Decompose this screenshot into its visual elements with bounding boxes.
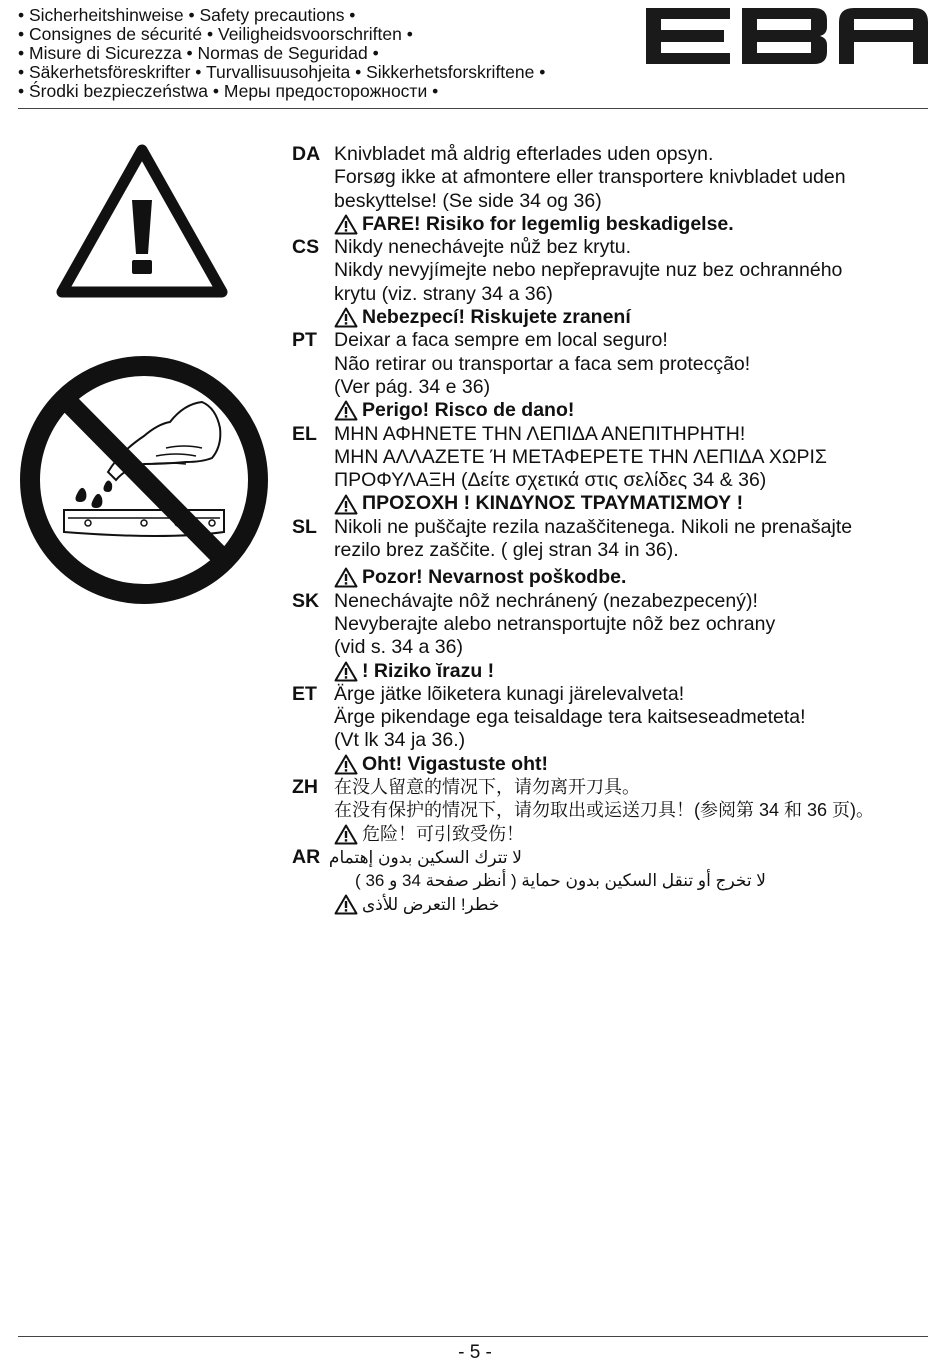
instruction-line: Ärge pikendage ega teisaldage tera kaitseseadmeteta!	[334, 706, 806, 729]
danger-line	[334, 823, 922, 846]
warning-icon	[334, 894, 358, 915]
instruction-line: 在没有保护的情况下，请勿取出或运送刀具！(参阅第 34 和 36 页)。	[334, 800, 875, 821]
danger-line	[334, 213, 922, 236]
danger-text: Pozor! Nevarnost poškodbe.	[362, 566, 627, 589]
language-code: SK	[292, 589, 320, 612]
danger-text: ΠΡΟΣΟΧΗ ! ΚΙΝΔΥΝΟΣ ΤΡΑΥΜΑΤΙΣΜΟΥ !	[362, 492, 744, 515]
safety-text-block	[292, 143, 922, 916]
instruction-line: ΜΗΝ ΑΦΗΝΕΤΕ ΤΗΝ ΛΕΠΙΔΑ ΑΝΕΠΙΤΗΡΗΤΗ!	[334, 422, 746, 445]
language-entry-sl	[292, 516, 922, 590]
language-entry-el	[292, 423, 922, 516]
danger-text: Nebezpecí! Riskujete zranení	[362, 306, 631, 329]
language-code: ZH	[292, 776, 318, 799]
no-touch-blade-icon	[16, 352, 272, 608]
warning-icon	[334, 494, 358, 515]
warning-icon	[334, 400, 358, 421]
instruction-line: Nikdy nenechávejte nůž bez krytu.	[334, 236, 631, 259]
header-line: • Misure di Sicurezza • Normas de Seguridad •	[18, 43, 379, 63]
instruction-line: Não retirar ou transportar a faca sem protecção!	[334, 352, 751, 375]
instruction-line: (vid s. 34 a 36)	[334, 636, 463, 659]
danger-line	[334, 660, 922, 683]
language-entry-pt	[292, 329, 922, 422]
warning-icon	[334, 214, 358, 235]
language-entry-da	[292, 143, 922, 236]
instruction-line: Ärge jätke lõiketera kunagi järelevalveta!	[334, 682, 685, 705]
instruction-line: Nikoli ne puščajte rezila nazaščitenega. Nikoli ne prenašajte	[334, 515, 853, 538]
eba-logo	[646, 8, 928, 64]
danger-line	[334, 566, 922, 589]
instruction-line: لا تترك السكين بدون إهتمام	[328, 847, 522, 867]
header-line: • Środki bezpieczeństwa • Меры предосторожности •	[18, 81, 439, 101]
instruction-line: Nenechávajte nôž nechránený (nezabezpecený)!	[334, 589, 758, 612]
language-code: ET	[292, 682, 317, 705]
danger-line	[334, 893, 766, 916]
danger-line	[334, 306, 922, 329]
danger-text: 危险！可引致受伤！	[362, 823, 524, 844]
instruction-line: (Vt lk 34 ja 36.)	[334, 729, 466, 752]
danger-line	[334, 399, 922, 422]
instruction-line: krytu (viz. strany 34 a 36)	[334, 282, 553, 305]
danger-text: FARE! Risiko for legemlig beskadigelse.	[362, 212, 734, 235]
header-line: • Sicherheitshinweise • Safety precautions •	[18, 5, 356, 25]
language-code: EL	[292, 422, 317, 445]
instruction-line: beskyttelse! (Se side 34 og 36)	[334, 189, 602, 212]
danger-text: خطر! التعرض للأذى	[362, 894, 500, 914]
instruction-line: ΜΗΝ ΑΛΛΑΖΕΤΕ Ή ΜΕΤΑΦΕΡΕΤΕ ΤΗΝ ΛΕΠΙΔΑ ΧΩΡΙΣ	[334, 445, 827, 468]
instruction-line: rezilo brez zaščite. ( glej stran 34 in 36).	[334, 539, 679, 562]
danger-text: ! Riziko ῐrazu !	[362, 659, 495, 682]
instruction-line: ΠΡΟΦΥΛΑΞΗ (Δείτε σχετικά στις σελίδες 34 & 36)	[334, 469, 767, 492]
danger-text: Perigo! Risco de dano!	[362, 399, 575, 422]
instruction-line: Knivbladet må aldrig efterlades uden opsyn.	[334, 143, 714, 165]
page-number: - 5 -	[458, 1342, 492, 1363]
bottom-divider	[18, 1336, 928, 1337]
instruction-line: Nikdy nevyjímejte nebo nepřepravujte nuz bez ochranného	[334, 259, 843, 282]
instruction-line: Forsøg ikke at afmontere eller transportere knivbladet uden	[334, 166, 846, 189]
warning-icon	[334, 661, 358, 682]
language-code: SL	[292, 515, 317, 538]
warning-icon	[334, 754, 358, 775]
instruction-line: (Ver pág. 34 e 36)	[334, 375, 491, 398]
language-entry-et	[292, 683, 922, 776]
language-code: AR	[292, 845, 321, 868]
header-line: • Säkerhetsföreskrifter • Turvallisuusohjeita • Sikkerhetsforskriftene •	[18, 62, 546, 82]
danger-text: Oht! Vigastuste oht!	[362, 752, 548, 775]
danger-line	[334, 492, 922, 515]
language-entry-ar	[292, 846, 922, 916]
warning-icon	[334, 824, 358, 845]
instruction-line: Nevyberajte alebo netransportujte nôž bez ochrany	[334, 612, 776, 635]
language-code: DA	[292, 143, 321, 165]
top-divider	[18, 108, 928, 109]
warning-icon	[334, 307, 358, 328]
language-entry-cs	[292, 236, 922, 329]
language-code: CS	[292, 236, 320, 259]
warning-triangle-icon	[56, 142, 228, 300]
instruction-line: 在没人留意的情况下，请勿离开刀具。	[334, 777, 640, 798]
warning-icon	[334, 567, 358, 588]
language-entry-zh	[292, 776, 922, 846]
header-line: • Consignes de sécurité • Veiligheidsvoorschriften •	[18, 24, 413, 44]
instruction-line: Deixar a faca sempre em local seguro!	[334, 329, 668, 352]
language-entry-sk	[292, 590, 922, 683]
header-languages	[18, 6, 618, 101]
danger-line	[334, 753, 922, 776]
instruction-line: لا تخرج أو تنقل السكين بدون حماية ( أنظر صفحة 34 و 36 )	[355, 871, 766, 891]
language-code: PT	[292, 329, 317, 352]
